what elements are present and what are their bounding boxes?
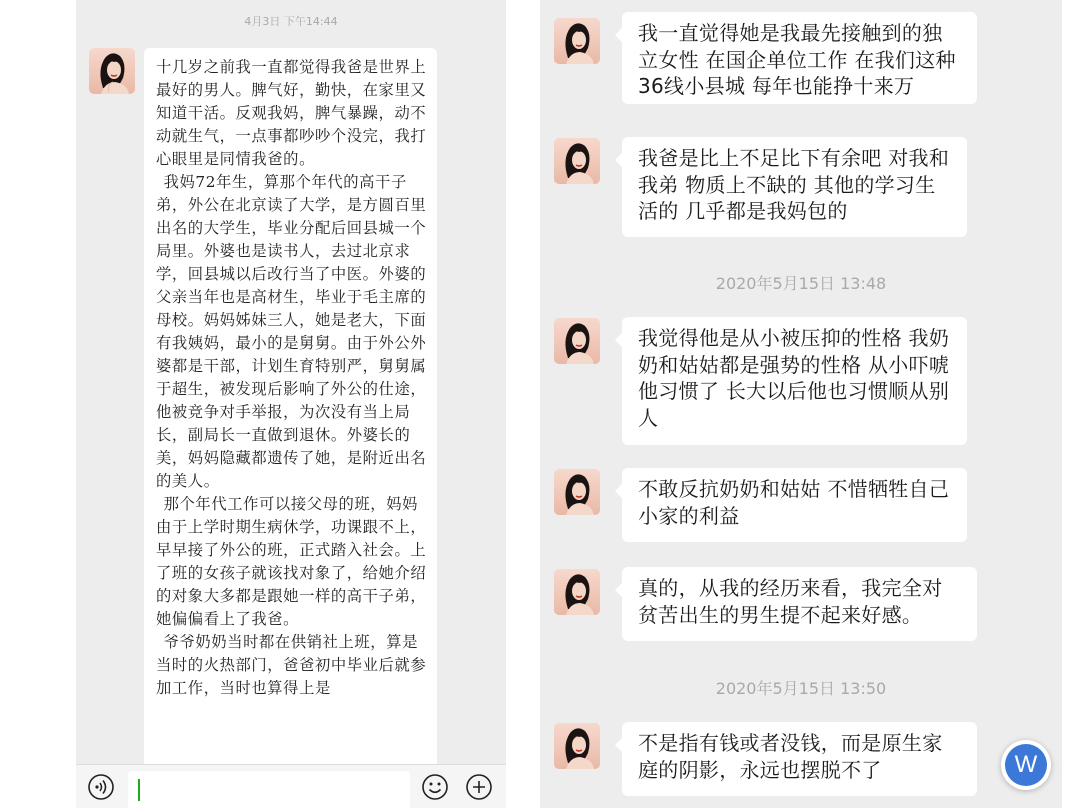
avatar-portrait-icon (554, 318, 600, 364)
message-paragraph: 那个年代工作可以接父母的班，妈妈由于上学时期生病休学，功课跟不上，早早接了外公的班，正式踏入社会。上了班的女孩子就该找对象了，给她介绍的对象大多都是跟她一样的高干子弟，她偏偏看上了我爸。 (156, 495, 427, 628)
message-timestamp: 4月3日 下午14:44 (244, 15, 338, 28)
message-paragraph: 爷爷奶奶当时都在供销社上班，算是当时的火热部门，爸爸初中毕业后就参加工作，当时也算得上是 (156, 633, 427, 697)
message-input[interactable] (128, 771, 410, 808)
avatar[interactable] (89, 48, 135, 94)
avatar[interactable] (554, 723, 600, 769)
avatar[interactable] (554, 569, 600, 615)
voice-icon[interactable] (86, 772, 116, 802)
message-bubble: 我爸是比上不足比下有余吧 对我和我弟 物质上不缺的 其他的学习生活的 几乎都是我妈包的 (622, 137, 967, 237)
message-bubble: 我一直觉得她是我最先接触到的独立女性 在国企单位工作 在我们这种36线小县城 每年也能挣十来万 (622, 12, 977, 104)
message-bubble: 不敢反抗奶奶和姑姑 不惜牺牲自己小家的利益 (622, 468, 967, 542)
message-bubble-long (144, 48, 437, 788)
avatar-portrait-icon (554, 469, 600, 515)
input-bar (76, 764, 506, 808)
message-bubble: 真的，从我的经历来看，我完全对贫苦出生的男生提不起来好感。 (622, 567, 977, 641)
message-paragraph: 十几岁之前我一直都觉得我爸是世界上最好的男人。脾气好，勤快，在家里又知道干活。反观我妈，脾气暴躁，动不动就生气，一点事都吵吵个没完，我打心眼里是同情我爸的。 (156, 58, 427, 168)
emoji-icon[interactable] (420, 772, 450, 802)
right-chat-panel (540, 0, 1062, 808)
message-bubble: 不是指有钱或者没钱，而是原生家庭的阴影，永远也摆脱不了 (622, 722, 977, 796)
avatar[interactable] (554, 138, 600, 184)
avatar-portrait-icon (554, 18, 600, 64)
message-paragraph: 我妈72年生，算那个年代的高干子弟，外公在北京读了大学，是方圆百里出名的大学生，毕业分配后回县城一个局里。外婆也是读书人，去过北京求学，回县城以后改行当了中医。外婆的父亲当年也是高材生，毕业于毛主席的母校。妈妈姊妹三人，她是老大，下面有我姨妈，最小的是舅舅。由于外公外婆都是干部，计划生育特别严，舅舅属于超生，被发现后影响了外公的仕途，他被竞争对手举报，为次没有当上局长，副局长一直做到退休。外婆长的美，妈妈隐藏都遗传了她，是附近出名的美人。 (156, 173, 427, 490)
avatar-portrait-icon (554, 723, 600, 769)
message-bubble: 我觉得他是从小被压抑的性格 我奶奶和姑姑都是强势的性格 从小吓唬他习惯了 长大以后他也习惯顺从别人 (622, 317, 967, 445)
avatar[interactable] (554, 469, 600, 515)
avatar-portrait-icon (554, 138, 600, 184)
floating-action-button[interactable] (1001, 740, 1051, 790)
avatar-portrait-icon (89, 48, 135, 94)
message-timestamp: 2020年5月15日 13:48 (715, 274, 887, 293)
left-chat-panel (76, 0, 506, 808)
avatar[interactable] (554, 318, 600, 364)
avatar-portrait-icon (554, 569, 600, 615)
avatar[interactable] (554, 18, 600, 64)
plus-icon[interactable] (464, 772, 494, 802)
message-timestamp: 2020年5月15日 13:50 (715, 679, 887, 698)
floating-button-label: W (1005, 744, 1047, 786)
